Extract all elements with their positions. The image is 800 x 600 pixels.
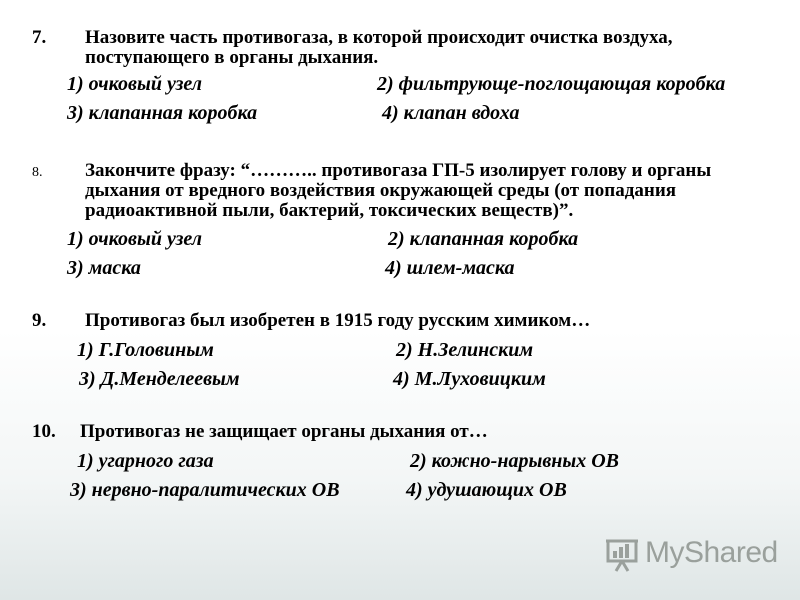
watermark-text: MyShared	[645, 536, 778, 569]
question-8-option-4: 4) шлем-маска	[385, 257, 515, 279]
question-9-option-2: 2) Н.Зелинским	[396, 339, 534, 361]
question-10-option-1: 1) угарного газа	[77, 450, 214, 472]
question-text: Назовите часть противогаза, в которой происходит очистка воздуха, поступающего в органы дыхания.	[85, 27, 673, 68]
question-text: Противогаз не защищает органы дыхания от…	[80, 421, 488, 442]
question-9	[32, 311, 792, 333]
question-7	[32, 28, 792, 72]
question-7-option-2: 2) фильтрующе-поглощающая коробка	[377, 73, 726, 95]
question-10-option-3: 3) нервно-паралитических ОВ	[70, 479, 340, 501]
question-10-option-2: 2) кожно-нарывных ОВ	[410, 450, 620, 472]
question-9-option-1: 1) Г.Головиным	[77, 339, 214, 361]
question-8	[32, 161, 792, 225]
question-7-option-1: 1) очковый узел	[67, 73, 203, 95]
question-10	[32, 422, 792, 444]
question-8-option-1: 1) очковый узел	[67, 228, 203, 250]
question-number: 7.	[32, 27, 47, 48]
question-7-option-3: 3) клапанная коробка	[67, 102, 258, 124]
question-number: 9.	[32, 310, 47, 331]
question-8-option-3: 3) маска	[67, 257, 141, 279]
question-number: 8.	[32, 165, 43, 180]
question-text: Противогаз был изобретен в 1915 году русским химиком…	[85, 310, 591, 331]
presentation-board-icon	[605, 535, 641, 573]
question-8-option-2: 2) клапанная коробка	[388, 228, 579, 250]
question-10-option-4: 4) удушающих ОВ	[406, 479, 567, 501]
question-text: Закончите фразу: “……….. противогаза ГП-5 изолирует голову и органы дыхания от вредного воздействия окружающей среды (от попадания радиоактивной пыли, бактерий, токсических веществ)”.	[85, 160, 712, 221]
question-7-option-4: 4) клапан вдоха	[382, 102, 520, 124]
watermark	[605, 535, 785, 575]
question-9-option-3: 3) Д.Менделеевым	[79, 368, 240, 390]
question-9-option-4: 4) М.Луховицким	[393, 368, 546, 390]
question-number: 10.	[32, 421, 56, 442]
